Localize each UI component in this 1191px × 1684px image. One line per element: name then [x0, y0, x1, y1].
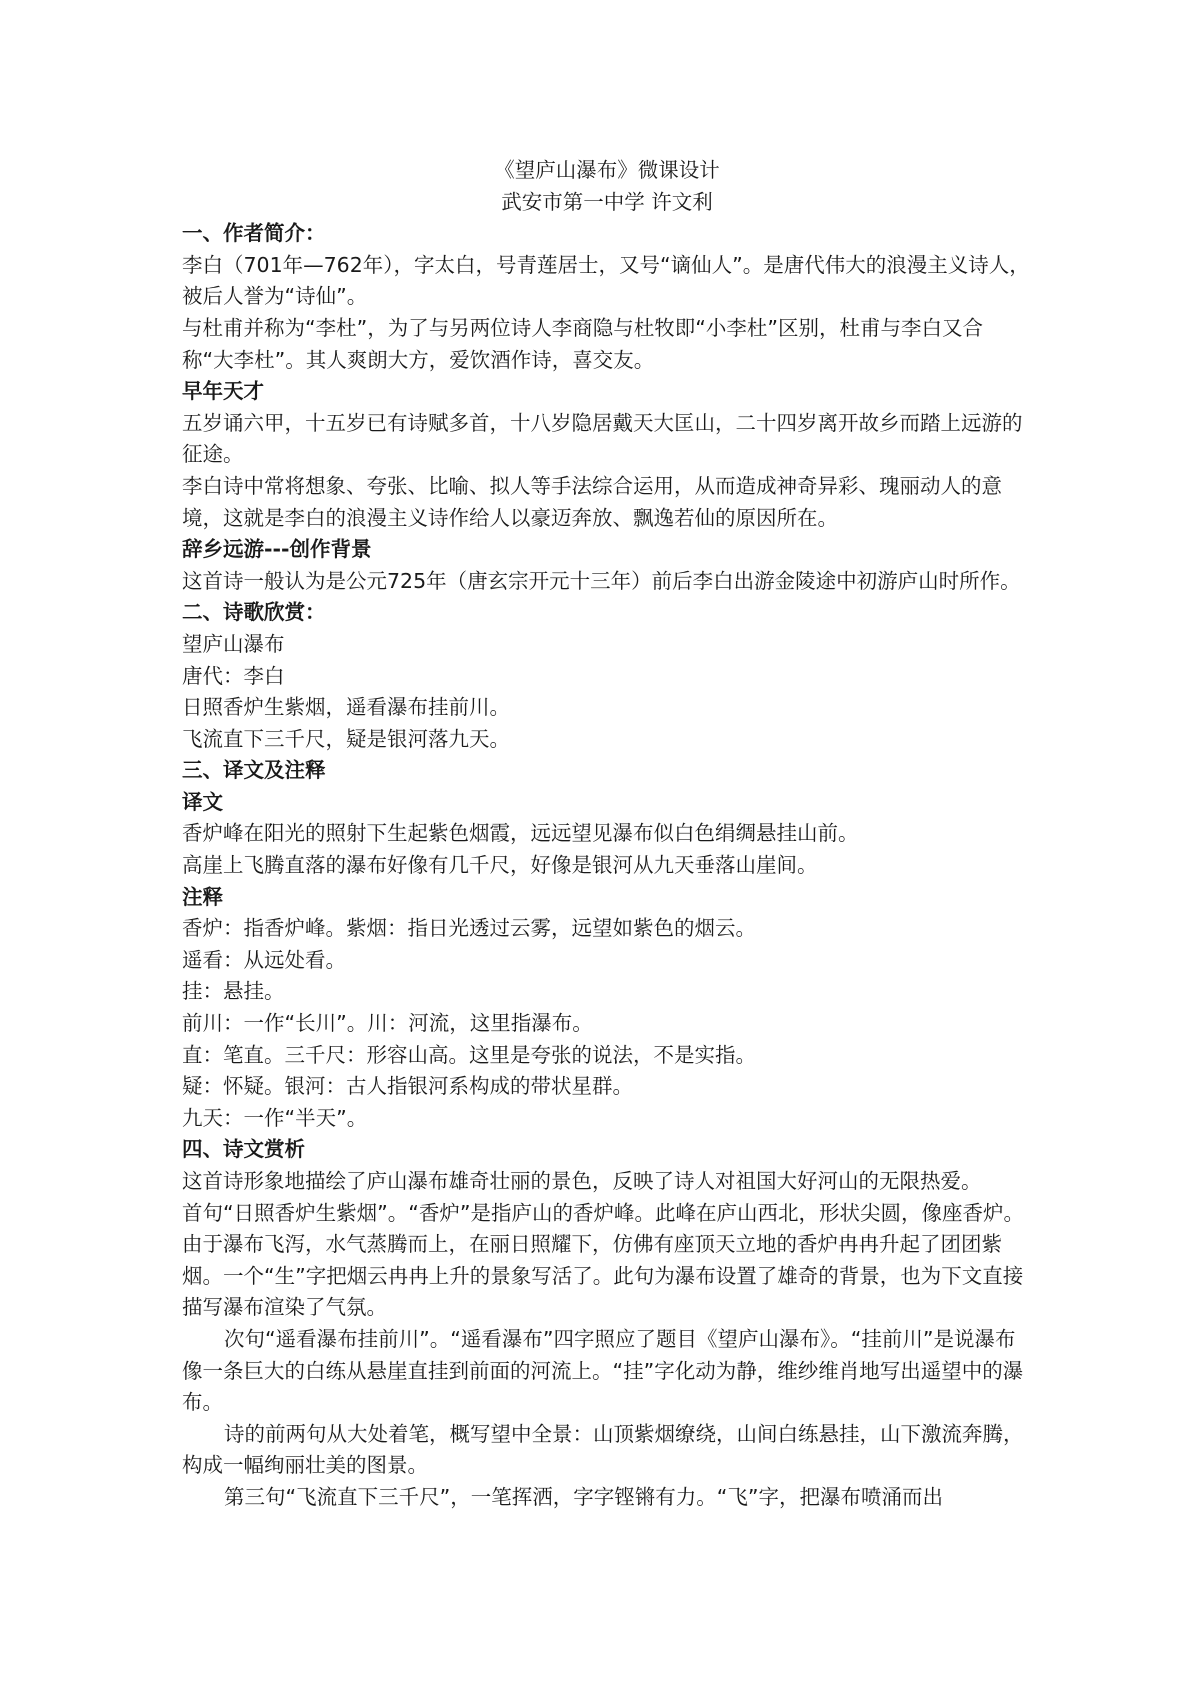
- paragraph: 五岁诵六甲，十五岁已有诗赋多首，十八岁隐居戴天大匡山，二十四岁离开故乡而踏上远游的征途。: [182, 410, 1023, 467]
- section-heading-author-intro: 一、作者简介：: [182, 221, 326, 246]
- paragraph: 李白诗中常将想象、夸张、比喻、拟人等手法综合运用，从而造成神奇异彩、瑰丽动人的意境，这就是李白的浪漫主义诗作给人以豪迈奔放、飘逸若仙的原因所在。: [182, 473, 1002, 530]
- poem-line: 日照香炉生紫烟，遥看瀑布挂前川。: [182, 695, 510, 720]
- subheading-early-talent: 早年天才: [182, 379, 264, 404]
- poem-title: 望庐山瀑布: [182, 631, 285, 656]
- paragraph: 这首诗一般认为是公元725年（唐玄宗开元十三年）前后李白出游金陵途中初游庐山时所作。: [182, 568, 1021, 593]
- paragraph: 第三句“飞流直下三千尺”，一笔挥洒，字字铿锵有力。“飞”字，把瀑布喷涌而出: [224, 1484, 943, 1509]
- paragraph: 首句“日照香炉生紫烟”。“香炉”是指庐山的香炉峰。此峰在庐山西北，形状尖圆，像座香炉。由于瀑布飞泻，水气蒸腾而上，在丽日照耀下，仿佛有座顶天立地的香炉冉冉升起了团团紫烟。一个“生”字把烟云冉冉上升的景象写活了。此句为瀑布设置了雄奇的背景，也为下文直接描写瀑布渲染了气氛。: [182, 1200, 1024, 1320]
- note-line: 直：笔直。三千尺：形容山高。这里是夸张的说法，不是实指。: [182, 1042, 756, 1067]
- document-page: [182, 155, 1032, 1514]
- section-heading-translation: 三、译文及注释: [182, 758, 326, 783]
- note-line: 香炉：指香炉峰。紫烟：指日光透过云雾，远望如紫色的烟云。: [182, 916, 756, 941]
- paragraph: 李白（701年—762年），字太白，号青莲居士，又号“谪仙人”。是唐代伟大的浪漫主义诗人，被后人誉为“诗仙”。: [182, 252, 1030, 309]
- paragraph: 与杜甫并称为“李杜”，为了与另两位诗人李商隐与杜牧即“小李杜”区别，杜甫与李白又合称“大李杜”。其人爽朗大方，爱饮酒作诗，喜交友。: [182, 315, 983, 372]
- poem-dynasty-author: 唐代：李白: [182, 663, 285, 688]
- note-line: 遥看：从远处看。: [182, 947, 346, 972]
- section-heading-poem: 二、诗歌欣赏：: [182, 600, 326, 625]
- paragraph: 这首诗形象地描绘了庐山瀑布雄奇壮丽的景色，反映了诗人对祖国大好河山的无限热爱。: [182, 1169, 982, 1193]
- poem-line: 飞流直下三千尺，疑是银河落九天。: [182, 726, 510, 751]
- note-line: 九天：一作“半天”。: [182, 1105, 368, 1130]
- subheading-background: 辞乡远游---创作背景: [182, 537, 372, 562]
- author-line: 武安市第一中学 许文利: [501, 189, 713, 214]
- note-line: 疑：怀疑。银河：古人指银河系构成的带状星群。: [182, 1074, 633, 1099]
- translation-line: 高崖上飞腾直落的瀑布好像有几千尺，好像是银河从九天垂落山崖间。: [182, 853, 818, 878]
- paragraph: 次句“遥看瀑布挂前川”。“遥看瀑布”四字照应了题目《望庐山瀑布》。“挂前川”是说瀑布像一条巨大的白练从悬崖直挂到前面的河流上。“挂”字化动为静，维纱维肖地写出遥望中的瀑布。: [182, 1326, 1024, 1415]
- document-title: 《望庐山瀑布》微课设计: [494, 158, 720, 182]
- subheading-translation: 译文: [182, 789, 223, 814]
- section-heading-analysis: 四、诗文赏析: [182, 1137, 305, 1162]
- subheading-notes: 注释: [182, 884, 223, 909]
- note-line: 前川：一作“长川”。川：河流，这里指瀑布。: [182, 1011, 593, 1036]
- paragraph: 诗的前两句从大处着笔，概写望中全景：山顶紫烟缭绕，山间白练悬挂，山下激流奔腾，构成一幅绚丽壮美的图景。: [182, 1421, 1024, 1478]
- translation-line: 香炉峰在阳光的照射下生起紫色烟霞，远远望见瀑布似白色绢绸悬挂山前。: [182, 821, 859, 846]
- note-line: 挂：悬挂。: [182, 979, 285, 1004]
